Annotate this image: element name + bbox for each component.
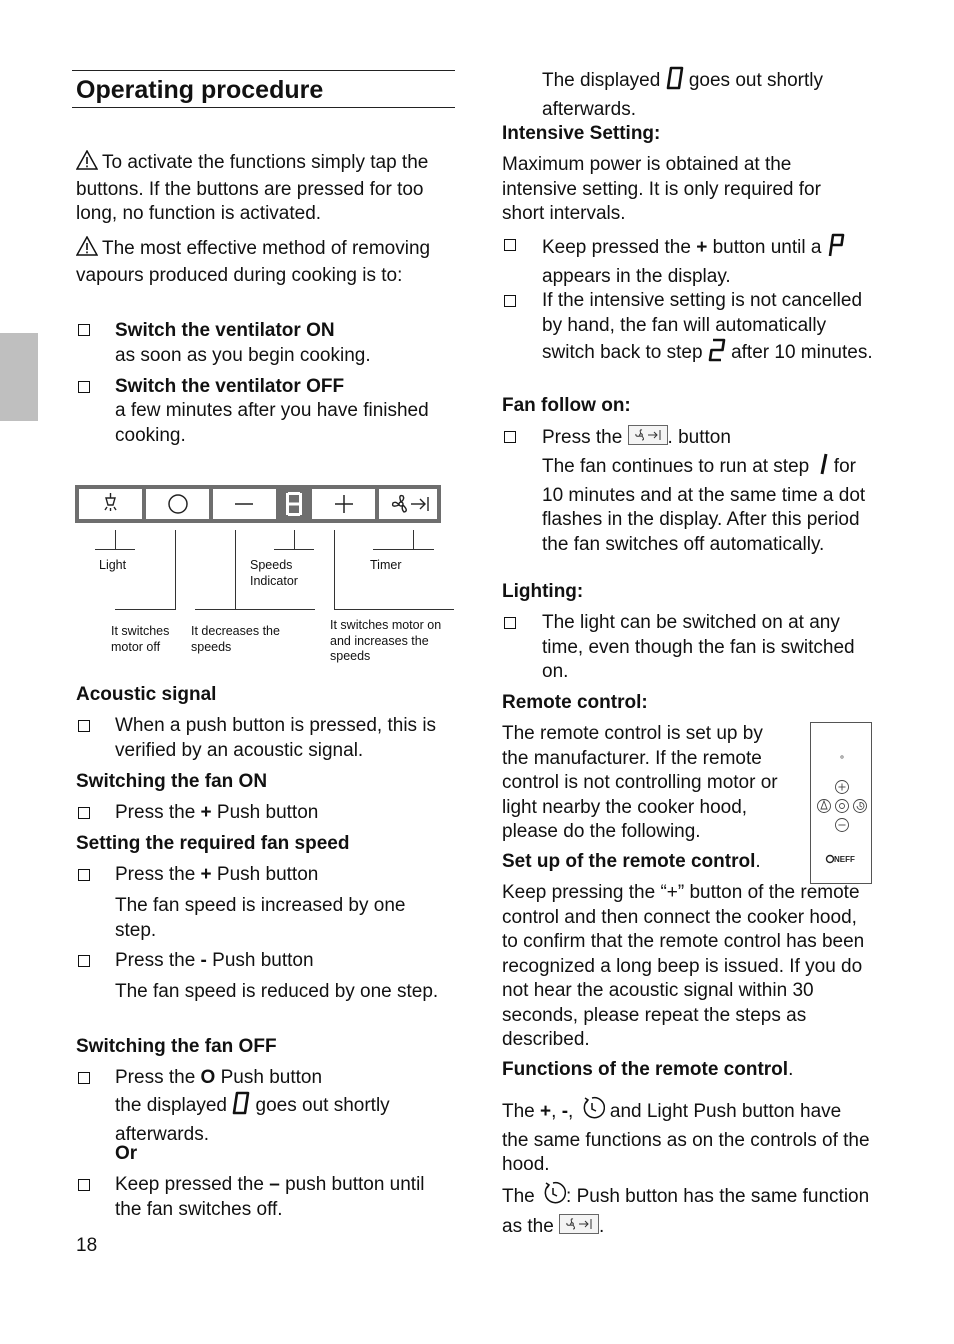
digit-0-icon bbox=[666, 66, 684, 98]
fan-on-text: Press the + Push button bbox=[115, 802, 319, 823]
checkbox-bullet bbox=[78, 324, 90, 336]
checkbox-bullet bbox=[504, 239, 516, 251]
label-timer: Timer bbox=[370, 558, 402, 572]
label-light: Light bbox=[99, 558, 127, 572]
warning-icon bbox=[76, 236, 98, 264]
fan-off-text: Press the O Push button bbox=[115, 1067, 323, 1088]
acoustic-heading: Acoustic signal bbox=[76, 684, 217, 705]
plus-button bbox=[312, 489, 375, 519]
item-on-text: as soon as you begin cooking. bbox=[115, 345, 371, 366]
remote-control-image bbox=[810, 722, 872, 884]
digit-8-icon bbox=[280, 489, 308, 519]
or-label: Or bbox=[115, 1143, 138, 1164]
intensive-heading: Intensive Setting: bbox=[502, 123, 661, 144]
speed-plus-result: The fan speed is increased by one step. bbox=[115, 895, 406, 941]
title-rule-bottom bbox=[72, 107, 455, 108]
remote-heading: Remote control: bbox=[502, 692, 648, 713]
item-off-text: a few minutes after you have finished cooking. bbox=[115, 400, 429, 446]
label-decrease: It decreases the speeds bbox=[191, 624, 280, 654]
minus-button bbox=[213, 489, 276, 519]
setup-text: Keep pressing the “+” button of the remote control and then connect the cooker hood, to confirm that the remote control has been recognized a long beep is issued. If you do not hear the acoustic signal within 30 seconds, please repeat the steps as described. bbox=[502, 882, 865, 1050]
title-rule-top bbox=[72, 70, 455, 71]
follow-press: Press the . button bbox=[542, 427, 731, 448]
label-speeds: Speeds Indicator bbox=[250, 558, 298, 588]
checkbox-bullet bbox=[78, 807, 90, 819]
checkbox-bullet bbox=[504, 431, 516, 443]
intensive-item-2: If the intensive setting is not cancelled by hand, the fan will automatically switch back to step after 10 minutes. bbox=[542, 289, 882, 370]
lighting-heading: Lighting: bbox=[502, 581, 584, 602]
functions-text-1: The +, -, and Light Push button have the same functions as on the controls of the hood. bbox=[502, 1095, 872, 1178]
speed-plus: Press the + Push button bbox=[115, 864, 319, 885]
lamp-icon bbox=[79, 489, 142, 519]
checkbox-bullet bbox=[78, 1179, 90, 1191]
speed-minus: Press the - Push button bbox=[115, 950, 314, 971]
label-increase: It switches motor on and increases the speeds bbox=[330, 618, 442, 663]
remote-control-icon bbox=[811, 723, 871, 883]
control-panel-diagram bbox=[75, 485, 441, 523]
displayed-goes-out: The displayed goes out shortly afterwards. bbox=[542, 66, 862, 122]
checkbox-bullet bbox=[78, 1072, 90, 1084]
functions-text-2: The : Push button has the same function as the . bbox=[502, 1180, 872, 1239]
fan-on-heading: Switching the fan ON bbox=[76, 771, 268, 792]
acoustic-text: When a push button is pressed, this is verified by an acoustic signal. bbox=[115, 715, 437, 761]
setup-heading-line: Set up of the remote control. bbox=[502, 851, 761, 872]
fan-timer-icon bbox=[379, 489, 437, 519]
intensive-item-1: Keep pressed the + button until a appears in the display. bbox=[542, 233, 882, 289]
warning-icon bbox=[76, 150, 98, 178]
item-on-title: Switch the ventilator ON bbox=[115, 320, 335, 341]
minus-icon bbox=[213, 489, 276, 519]
timer-button bbox=[379, 489, 437, 519]
digit-0-icon bbox=[232, 1091, 250, 1123]
speed-heading: Setting the required fan speed bbox=[76, 833, 350, 854]
speed-indicator-display bbox=[280, 489, 308, 519]
off-button bbox=[146, 489, 209, 519]
digit-1-icon bbox=[815, 452, 829, 484]
timer-clock-icon bbox=[540, 1180, 566, 1214]
plus-icon bbox=[312, 489, 375, 519]
fan-off-display: the displayed goes out shortly afterwards. bbox=[115, 1091, 435, 1147]
checkbox-bullet bbox=[78, 955, 90, 967]
speed-minus-result: The fan speed is reduced by one step. bbox=[115, 981, 439, 1002]
fan-timer-button-icon bbox=[559, 1214, 599, 1234]
section-tab bbox=[0, 333, 38, 421]
label-off: It switches motor off bbox=[111, 624, 170, 654]
warning-method: The most effective method of removing vapours produced during cooking is to: bbox=[76, 238, 431, 286]
light-button bbox=[79, 489, 142, 519]
follow-heading: Fan follow on: bbox=[502, 395, 631, 416]
item-off-title: Switch the ventilator OFF bbox=[115, 376, 345, 397]
checkbox-bullet bbox=[504, 295, 516, 307]
intensive-text: Maximum power is obtained at the intensive setting. It is only required for short intervals. bbox=[502, 154, 821, 224]
page-title: Operating procedure bbox=[76, 76, 324, 104]
checkbox-bullet bbox=[504, 617, 516, 629]
remote-text: The remote control is set up by the manufacturer. If the remote control is not controlling motor or light nearby the cooker hood, please do the following. bbox=[502, 723, 778, 842]
warning-tap: To activate the functions simply tap the buttons. If the buttons are pressed for too long, no function is activated. bbox=[76, 152, 429, 224]
digit-2-icon bbox=[708, 338, 726, 370]
letter-p-icon bbox=[827, 233, 845, 265]
fan-off-heading: Switching the fan OFF bbox=[76, 1036, 277, 1057]
remote-brand: NEFF bbox=[834, 855, 855, 864]
timer-clock-icon bbox=[579, 1095, 605, 1129]
fan-off2-text: Keep pressed the – push button until the fan switches off. bbox=[115, 1174, 425, 1220]
checkbox-bullet bbox=[78, 381, 90, 393]
checkbox-bullet bbox=[78, 720, 90, 732]
page-number: 18 bbox=[76, 1235, 98, 1256]
functions-heading-line: Functions of the remote control. bbox=[502, 1059, 794, 1080]
lighting-text: The light can be switched on at any time, even though the fan is switched on. bbox=[542, 612, 855, 682]
fan-timer-button-icon bbox=[628, 425, 668, 445]
circle-off-icon bbox=[146, 489, 209, 519]
follow-text: The fan continues to run at step for 10 minutes and at the same time a dot flashes in the display. After this period the fan switches off automatically. bbox=[542, 452, 882, 557]
checkbox-bullet bbox=[78, 869, 90, 881]
